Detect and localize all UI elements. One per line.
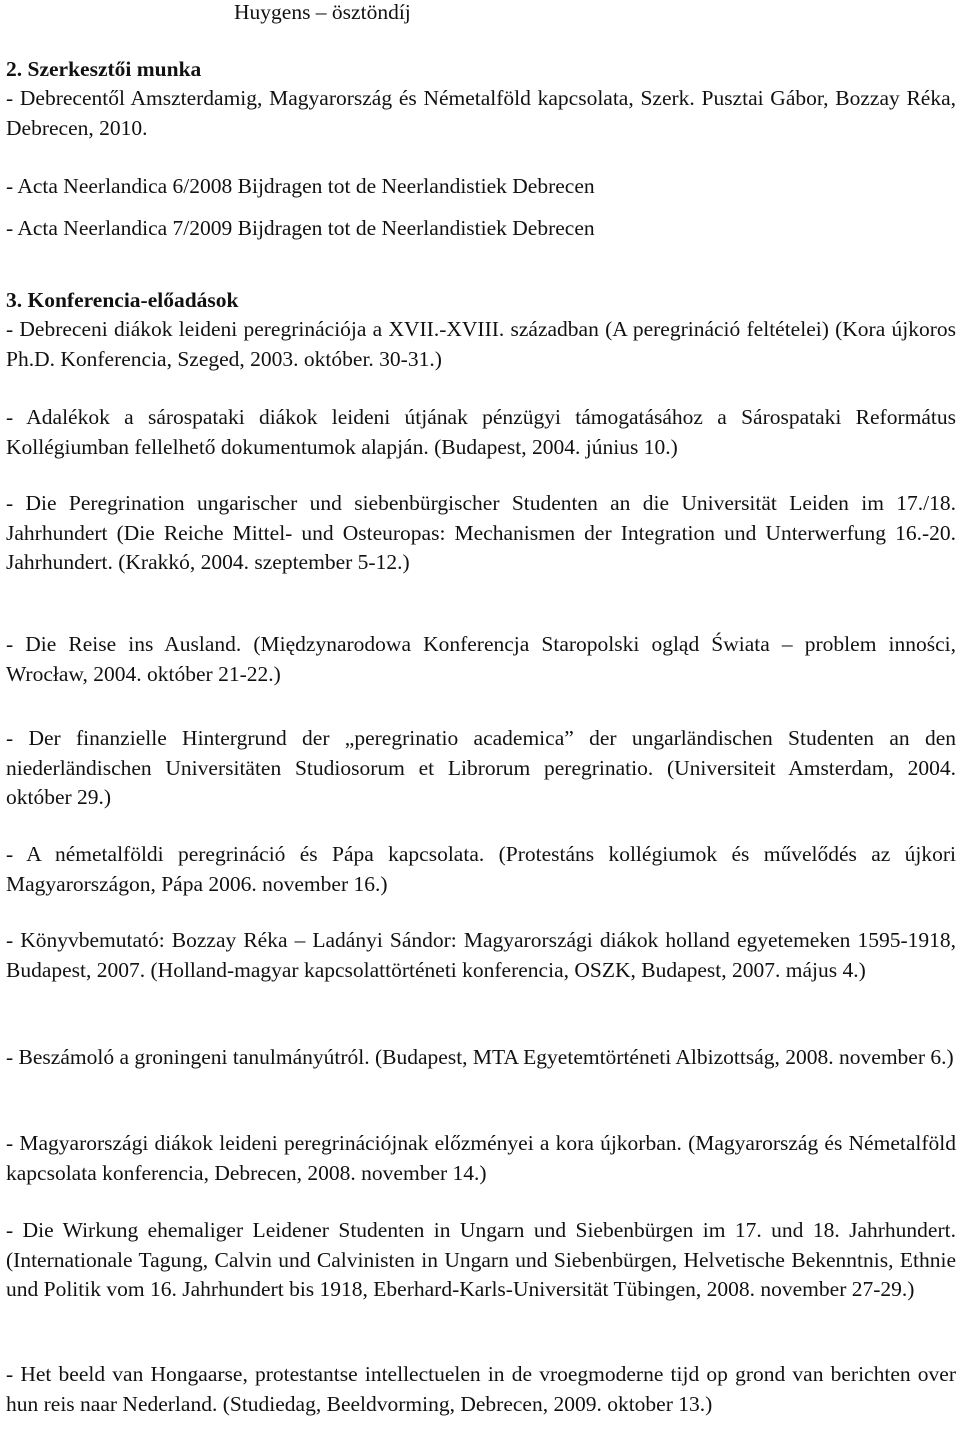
- list-item: - Debrecentől Amszterdamig, Magyarország és Németalföld kapcsolata, Szerk. Pusztai Gábor, Bozzay Réka, Debrecen, 2010.: [6, 86, 956, 140]
- section-heading-editorial-work: 2. Szerkesztői munka: [6, 57, 202, 81]
- list-item: - Die Wirkung ehemaliger Leidener Studenten in Ungarn und Siebenbürgen im 17. und 18. Jahrhundert. (Internationale Tagung, Calvin und Calvinisten in Ungarn und Siebenbürgen, Helvetische Bekenntnis, Ethnie und Politik vom 16. Jahrhundert bis 1918, Eberhard-Karls-Universität Tübingen, 2008. november 27-29.): [6, 1218, 956, 1301]
- list-item: - Adalékok a sárospataki diákok leideni útjának pénzügyi támogatásához a Sárospataki Református Kollégiumban fellelhető dokumentumok alapján. (Budapest, 2004. június 10.): [6, 405, 956, 459]
- list-item: - Beszámoló a groningeni tanulmányútról. (Budapest, MTA Egyetemtörténeti Albizottság, 2008. november 6.): [6, 1045, 954, 1069]
- section-heading-conference-talks: 3. Konferencia-előadások: [6, 288, 239, 312]
- list-item: - Acta Neerlandica 7/2009 Bijdragen tot de Neerlandistiek Debrecen: [6, 216, 595, 240]
- list-item: - A németalföldi peregrináció és Pápa kapcsolata. (Protestáns kollégiumok és művelődés az újkori Magyarországon, Pápa 2006. november 16.): [6, 842, 956, 896]
- list-item: - Debreceni diákok leideni peregrinációja a XVII.-XVIII. században (A peregrináció feltételei) (Kora újkoros Ph.D. Konferencia, Szeged, 2003. október. 30-31.): [6, 317, 956, 371]
- list-item: - Die Peregrination ungarischer und siebenbürgischer Studenten an die Universität Leiden im 17./18. Jahrhundert (Die Reiche Mittel- und Osteuropas: Mechanismen der Integration und Unterwerfung 16.-20. Jahrhundert. (Krakkó, 2004. szeptember 5-12.): [6, 491, 956, 574]
- list-item: - Der finanzielle Hintergrund der „peregrinatio academica” der ungarländischen Studenten an den niederländischen Universitäten Studiosorum et Librorum peregrinatio. (Universiteit Amsterdam, 2004. október 29.): [6, 726, 956, 809]
- list-item: - Acta Neerlandica 6/2008 Bijdragen tot de Neerlandistiek Debrecen: [6, 174, 595, 198]
- document-header-title: Huygens – ösztöndíj: [234, 0, 411, 24]
- list-item: - Die Reise ins Ausland. (Międzynarodowa Konferencja Staropolski ogląd Świata – problem inności, Wrocław, 2004. október 21-22.): [6, 632, 956, 686]
- list-item: - Het beeld van Hongaarse, protestantse intellectuelen in de vroegmoderne tijd op grond van berichten over hun reis naar Nederland. (Studiedag, Beeldvorming, Debrecen, 2009. oktober 13.): [6, 1362, 956, 1416]
- list-item: - Magyarországi diákok leideni peregrinációjnak előzményei a kora újkorban. (Magyarország és Németalföld kapcsolata konferencia, Debrecen, 2008. november 14.): [6, 1131, 956, 1185]
- list-item: - Könyvbemutató: Bozzay Réka – Ladányi Sándor: Magyarországi diákok holland egyetemeken 1595-1918, Budapest, 2007. (Holland-magyar kapcsolattörténeti konferencia, OSZK, Budapest, 2007. május 4.): [6, 928, 956, 982]
